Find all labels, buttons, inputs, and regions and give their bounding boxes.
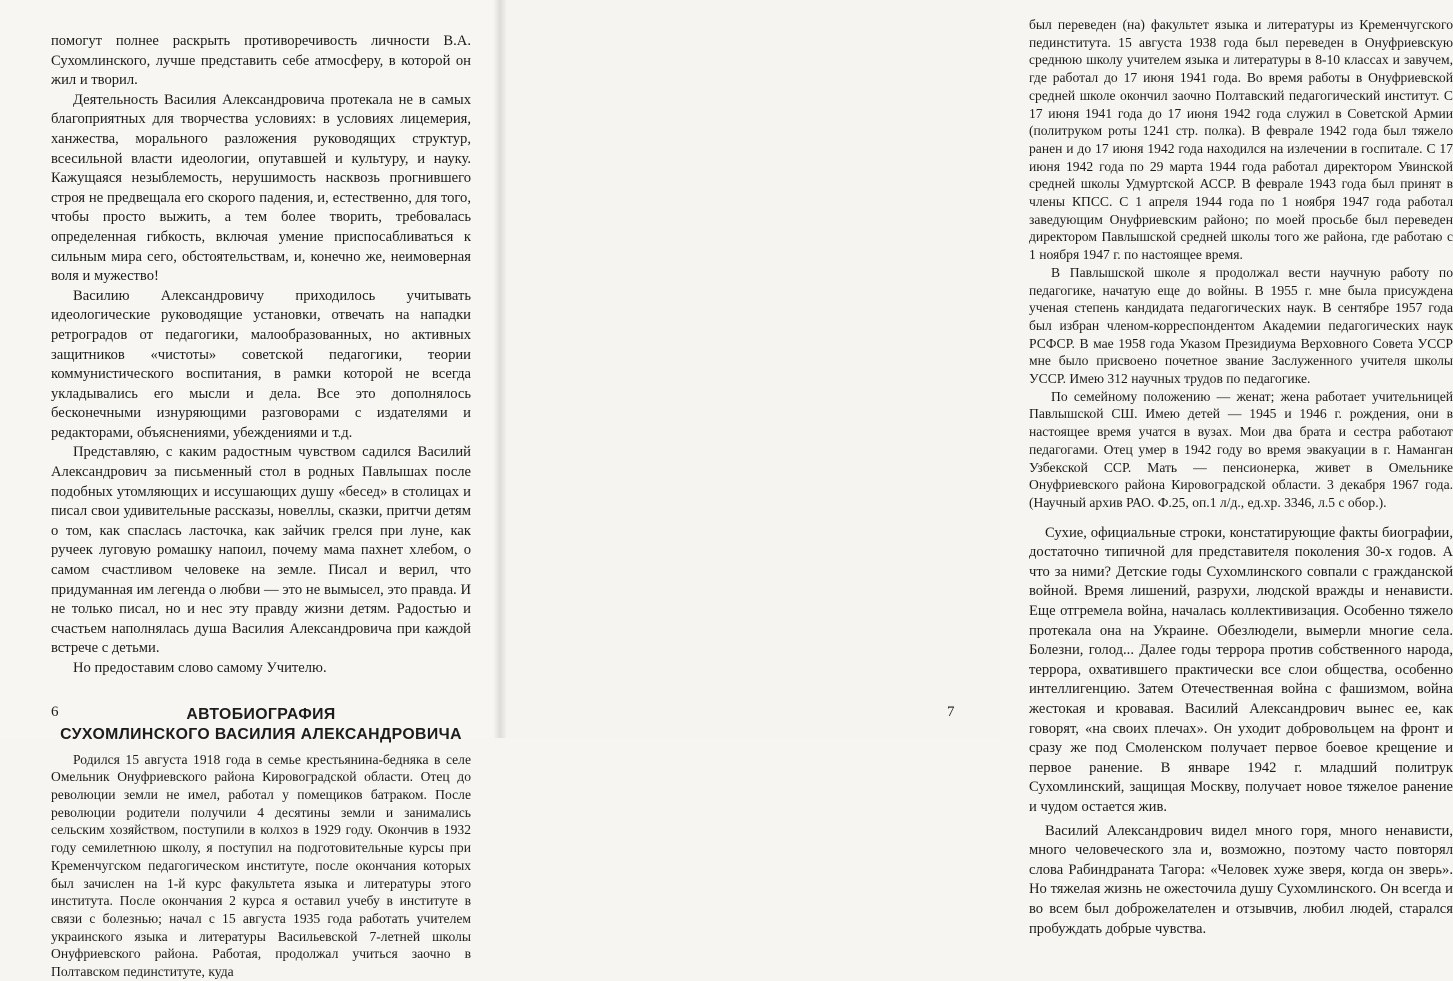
paragraph: Деятельность Василия Александровича протекала не в самых благоприятных для творчества условиях: в условиях лицемерия, ханжества, морального разложения руководящих структур, всесильной власти идеологии, опутавшей и культуру, и науку. Кажущаяся незыблемость, нерушимость насквозь прогнившего строя не предвещала его скорого падения, и, естественно, для того, чтобы просто выжить, а тем более творить, требовалась определенная гибкость, включая умение приспосабливаться к сильным мира сего, обстоятельствам, и, конечно же, неимоверная воля и мужество! [51, 91, 471, 285]
paragraph: В Павлышской школе я продолжал вести научную работу по педагогике, начатую еще до войны. В 1955 г. мне была присуждена ученая степень кандидата педагогических наук. В сентябре 1957 года был избран членом-корреспондентом Академии педагогических наук РСФСР. В мае 1958 года Указом Президиума Верховного Совета УССР мне было присвоено почетное звание Заслуженного учителя школы УССР. Имею 312 научных трудов по педагогике. [1029, 264, 1453, 387]
left-page [0, 0, 500, 980]
paragraph: Но предоставим слово самому Учителю. [73, 660, 327, 676]
paragraph: Родился 15 августа 1918 года в семье крестьянина-бедняка в селе Омельник Онуфриевского района Кировоградской области. Отец до революции земли не имел, работал у помещиков батраком. После революции родители получили 4 десятины земли и занимались сельским хозяйством, поступили в колхоз в 1929 году. Окончив в 1932 году семилетнюю школу, я поступил на подготовительные курсы при Кременчугском педагогическом институте, после окончания которых был зачислен на 1-й курс факультета языка и литературы этого института. После окончания 2 курса я оставил учебу в институте в связи с болезнью; начал с 15 августа 1935 года работать учителем украинского языка и литературы Васильевской 7-летней школы Онуфриевского района. Работая, продолжал учиться заочно в Полтавском пединституте, куда [51, 751, 471, 980]
paragraph: Сухие, официальные строки, констатирующие факты биографии, достаточно типичной для представителя поколения 30-х годов. А что за ними? Детские годы Сухомлинского совпали с гражданской войной. Время лишений, разрухи, людской вражды и ненависти. Еще отгремела война, началась коллективизация. Особенно тяжело протекала она на Украине. Обезлюдели, вымерли многие села. Болезни, голод... Далее годы террора против собственного народа, террора, охватившего практически все слои общества, особенно интеллигенцию. Затем Отечественная война с фашизмом, война жестокая и кровавая. Василий Александрович вынес ее, как говорят, «на своих плечах». Он уходит добровольцем на фронт и сразу же под Смоленском получает первое боевое крещение и первое ранение. В январе 1942 г. младший политрук Сухомлинский, защищая Москву, получает новое тяжелое ранение и чудом остается жив. [1029, 524, 1453, 815]
page-number: 7 [947, 704, 955, 720]
left-text-column [51, 32, 471, 981]
heading-line-1: АВТОБИОГРАФИЯ [186, 705, 336, 723]
autobiography-continued [1029, 16, 1453, 512]
paragraph: помогут полнее раскрыть противоречивость личности В.А. Сухомлинского, лучше представить себе атмосферу, в которой он жил и творил. [51, 33, 471, 89]
commentary-text [1029, 524, 1453, 939]
right-page [500, 0, 1453, 937]
paragraph: По семейному положению — женат; жена работает учительницей Павлышской СШ. Имею детей — 1945 и 1946 г. рождения, они в настоящее время учатся в вузах. Мои два брата и сестра работают педагогами. Отец умер в 1942 году во время эвакуации в г. Наманган Узбекской ССР. Мать — пенсионерка, живет в Омельнике Онуфриевского района Кировоградской области. 3 декабря 1967 года. (Научный архив РАО. Ф.25, оп.1 л/д., ед.хр. 3346, л.5 с обор.). [1029, 388, 1453, 510]
intro-text [51, 32, 471, 679]
autobiography-heading [51, 705, 471, 745]
autobiography-text [51, 751, 471, 981]
right-text-column [1029, 16, 1453, 939]
paragraph: Василию Александровичу приходилось учитывать идеологические руководящие установки, отвечать на нападки ретроградов от педагогики, малообразованных, но активных защитников «чистоты» советской педагогики, теории коммунистического воспитания, в рамки которой не всегда укладывались его мысли и дела. Все это дополнялось бесконечными изнуряющими разговорами с издателями и редакторами, объяснениями, убеждениями и т.д. [51, 287, 471, 441]
paragraph: Представляю, с каким радостным чувством садился Василий Александрович за письменный стол в родных Павлышах после подобных утомляющих и иссушающих душу «бесед» в столицах и писал свои удивительные рассказы, новеллы, сказки, притчи детям о том, как спаслась ласточка, как зайчик грелся при луне, как ручеек луговую ромашку напоил, почему мама пахнет хлебом, о самом счастливом человеке на земле. Писал и верил, что придуманная им легенда о любви — это не вымысел, это правда. И не только писал, но и нес эту правду жизни детям. Радостью и счастьем наполнялась душа Василия Александровича при каждой встрече с детьми. [51, 444, 471, 657]
paragraph: был переведен (на) факультет языка и литературы из Кременчугского пединститута. 15 августа 1938 года был переведен в Онуфриевскую среднюю школу учителем языка и литературы в 8-10 классах и завучем, где работал до 17 июня 1941 года. Во время работы в Онуфриевской средней школе окончил заочно Полтавский педагогический институт. С 17 июня 1941 года до 17 июня 1942 года служил в Советской Армии (политруком роты 1241 стр. полка). В феврале 1942 года был тяжело ранен и до 17 июня 1942 года находился на излечении в госпитале. С 17 июня 1942 года по 29 марта 1944 года работал директором Увинской средней школы Удмуртской АССР. В феврале 1943 года был принят в члены КПСС. С 1 апреля 1944 года по 1 ноября 1947 года работал заведующим Онуфриевским районо; по моей просьбе был переведен директором Павлышской средней школы того же района, где работаю с 1 ноября 1947 г. по настоящее время. [1029, 17, 1453, 263]
paragraph: Василий Александрович видел много горя, много ненависти, много человеческого зла и, возможно, поэтому часто повторял слова Рабиндраната Тагора: «Человек хуже зверя, когда он зверь». Но тяжелая жизнь не ожесточила душу Сухомлинского. Он всегда и во всем был доброжелателен и отзывчив, любил людей, старался пробуждать добрые чувства. [1029, 822, 1453, 937]
page-number: 6 [51, 704, 59, 720]
heading-line-2: СУХОМЛИНСКОГО ВАСИЛИЯ АЛЕКСАНДРОВИЧА [60, 725, 462, 743]
book-gutter [493, 0, 507, 738]
